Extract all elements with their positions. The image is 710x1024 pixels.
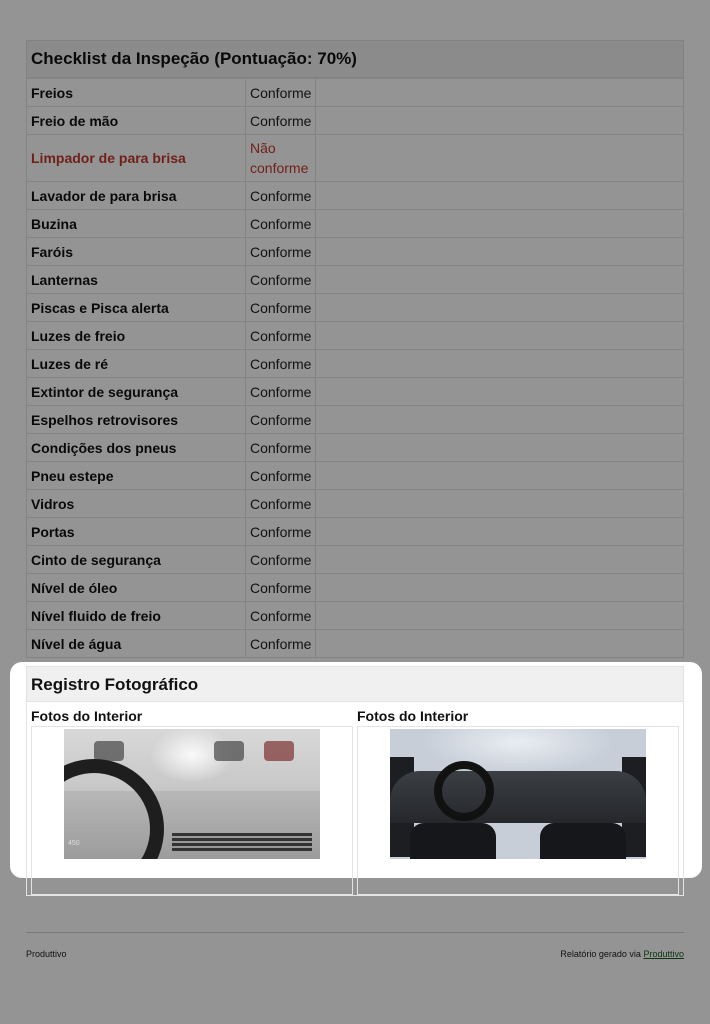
checklist-row (27, 574, 684, 602)
checklist-row (27, 434, 684, 462)
checklist-item-status: Conforme (246, 107, 316, 135)
checklist-item-notes (316, 294, 684, 322)
checklist-item-notes (316, 107, 684, 135)
checklist-row (27, 490, 684, 518)
checklist-item-notes (316, 322, 684, 350)
footer (26, 932, 684, 959)
checklist-item-notes (316, 602, 684, 630)
checklist-row (27, 135, 684, 182)
car-interior-dashboard-photo[interactable] (390, 729, 646, 859)
checklist-item-notes (316, 210, 684, 238)
checklist-row (27, 322, 684, 350)
checklist-item-label: Cinto de segurança (27, 546, 246, 574)
photo-label: Fotos do Interior (357, 708, 469, 724)
checklist-row (27, 462, 684, 490)
checklist-item-notes (316, 266, 684, 294)
checklist-item-label: Condições dos pneus (27, 434, 246, 462)
checklist-item-status: Conforme (246, 266, 316, 294)
checklist-row (27, 518, 684, 546)
checklist-table (26, 78, 684, 658)
checklist-item-notes (316, 574, 684, 602)
checklist-item-notes (316, 350, 684, 378)
checklist-item-label: Nível fluido de freio (27, 602, 246, 630)
checklist-item-label: Pneu estepe (27, 462, 246, 490)
checklist-row (27, 238, 684, 266)
checklist-item-label: Lanternas (27, 266, 246, 294)
checklist-item-status: Conforme (246, 378, 316, 406)
checklist-item-label: Piscas e Pisca alerta (27, 294, 246, 322)
checklist-item-status: Conforme (246, 630, 316, 658)
photo-label: Fotos do Interior (31, 708, 143, 724)
checklist-item-label: Faróis (27, 238, 246, 266)
checklist-item-status: Conforme (246, 294, 316, 322)
checklist-row (27, 602, 684, 630)
photo-frame (357, 726, 679, 895)
checklist-item-notes (316, 135, 684, 182)
seat-shape (540, 823, 626, 859)
speed-readout: 450 (68, 840, 80, 847)
checklist-row (27, 630, 684, 658)
checklist-item-label: Freios (27, 79, 246, 107)
checklist-row (27, 350, 684, 378)
air-vent-shape (172, 833, 312, 851)
checklist-item-notes (316, 518, 684, 546)
footer-brand: Produttivo (26, 949, 67, 959)
checklist-row (27, 182, 684, 210)
checklist-item-status: Não conforme (246, 135, 316, 182)
checklist-row (27, 107, 684, 135)
checklist-item-label: Portas (27, 518, 246, 546)
checklist-item-status: Conforme (246, 434, 316, 462)
checklist-item-notes (316, 434, 684, 462)
photo-section-title: Registro Fotográfico (26, 666, 684, 702)
checklist-item-status: Conforme (246, 518, 316, 546)
background-car-shape (94, 741, 124, 761)
footer-brand-link[interactable]: Produttivo (643, 949, 684, 959)
checklist-item-notes (316, 378, 684, 406)
car-interior-steering-wheel-photo[interactable] (64, 729, 320, 859)
checklist-item-label: Nível de óleo (27, 574, 246, 602)
footer-generated-text: Relatório gerado via (560, 949, 641, 959)
checklist-title: Checklist da Inspeção (Pontuação: 70%) (26, 40, 684, 78)
footer-generated-by (560, 949, 684, 959)
checklist-row (27, 266, 684, 294)
checklist-section (26, 40, 684, 658)
checklist-item-status: Conforme (246, 210, 316, 238)
checklist-item-status: Conforme (246, 546, 316, 574)
background-car-shape (264, 741, 294, 761)
checklist-item-notes (316, 630, 684, 658)
checklist-row (27, 378, 684, 406)
checklist-item-notes (316, 490, 684, 518)
checklist-item-notes (316, 546, 684, 574)
photo-section (26, 662, 684, 898)
checklist-item-notes (316, 182, 684, 210)
checklist-item-status: Conforme (246, 406, 316, 434)
checklist-item-label: Buzina (27, 210, 246, 238)
steering-wheel-shape (434, 761, 494, 821)
checklist-item-notes (316, 79, 684, 107)
checklist-item-status: Conforme (246, 490, 316, 518)
checklist-item-status: Conforme (246, 238, 316, 266)
checklist-item-notes (316, 462, 684, 490)
checklist-item-label: Extintor de segurança (27, 378, 246, 406)
seat-shape (410, 823, 496, 859)
checklist-item-status: Conforme (246, 350, 316, 378)
dashboard-shape (390, 771, 646, 823)
checklist-row (27, 210, 684, 238)
checklist-item-label: Limpador de para brisa (27, 135, 246, 182)
checklist-row (27, 294, 684, 322)
checklist-item-notes (316, 406, 684, 434)
photo-column (31, 706, 353, 895)
checklist-row (27, 546, 684, 574)
checklist-item-status: Conforme (246, 322, 316, 350)
checklist-row (27, 79, 684, 107)
background-car-shape (214, 741, 244, 761)
checklist-item-notes (316, 238, 684, 266)
photo-frame (31, 726, 353, 895)
photo-column (357, 706, 679, 895)
checklist-item-label: Nível de água (27, 630, 246, 658)
checklist-item-label: Luzes de freio (27, 322, 246, 350)
checklist-item-label: Vidros (27, 490, 246, 518)
checklist-item-label: Freio de mão (27, 107, 246, 135)
checklist-item-label: Luzes de ré (27, 350, 246, 378)
checklist-item-status: Conforme (246, 602, 316, 630)
checklist-item-label: Espelhos retrovisores (27, 406, 246, 434)
photo-grid (26, 702, 684, 896)
checklist-item-label: Lavador de para brisa (27, 182, 246, 210)
checklist-row (27, 406, 684, 434)
checklist-item-status: Conforme (246, 79, 316, 107)
checklist-item-status: Conforme (246, 182, 316, 210)
checklist-item-status: Conforme (246, 574, 316, 602)
checklist-item-status: Conforme (246, 462, 316, 490)
